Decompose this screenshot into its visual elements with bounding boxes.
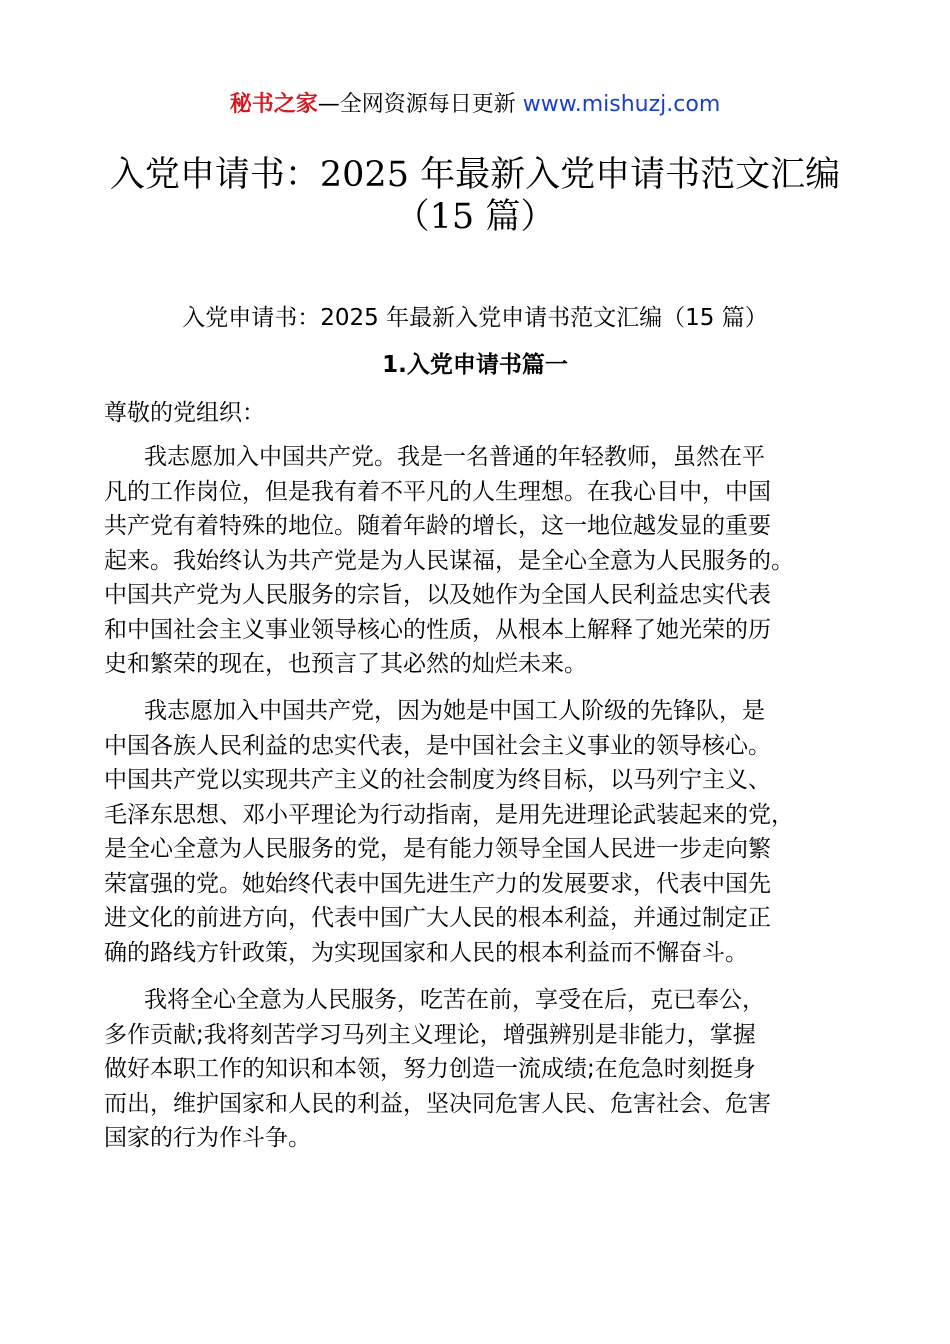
paragraph-line: 史和繁荣的现在，也预言了其必然的灿烂未来。 xyxy=(104,651,587,677)
paragraph-line: 起来。我始终认为共产党是为人民谋福，是全心全意为人民服务的。 xyxy=(104,547,794,574)
paragraph-line: 我将全心全意为人民服务，吃苦在前，享受在后，克已奉公， xyxy=(144,987,765,1013)
site-brand: 秘书之家 xyxy=(229,92,318,117)
paragraph-line: 我志愿加入中国共产党，因为她是中国工人阶级的先锋队，是 xyxy=(144,698,765,724)
paragraph-line: 荣富强的党。她始终代表中国先进生产力的发展要求，代表中国先 xyxy=(104,870,771,897)
paragraph-3 xyxy=(104,983,849,1156)
paragraph-line: 是全心全意为人民服务的党，是有能力领导全国人民进一步走向繁 xyxy=(104,836,771,862)
paragraph-line: 国家的行为作斗争。 xyxy=(104,1125,311,1151)
paragraph-line: 进文化的前进方向，代表中国广大人民的根本利益，并通过制定正 xyxy=(104,905,771,931)
paragraph-line: 做好本职工作的知识和本领，努力创造一流成绩;在危急时刻挺身 xyxy=(104,1056,756,1082)
paragraph-line: 中国共产党为人民服务的宗旨，以及她作为全国人民利益忠实代表 xyxy=(104,582,771,608)
paragraph-line: 确的路线方针政策，为实现国家和人民的根本利益而不懈奋斗。 xyxy=(104,939,748,966)
paragraph-line: 共产党有着特殊的地位。随着年龄的增长，这一地位越发显的重要 xyxy=(104,513,771,539)
document-title-line-2: （15 篇） xyxy=(394,197,556,237)
paragraph-line: 和中国社会主义事业领导核心的性质，从根本上解释了她光荣的历 xyxy=(104,616,771,643)
paragraph-line: 毛泽东思想、邓小平理论为行动指南，是用先进理论武装起来的党， xyxy=(104,801,794,828)
site-url-link[interactable]: www.mishuzj.com xyxy=(522,92,721,117)
document-title-line-1: 入党申请书：2025 年最新入党申请书范文汇编 xyxy=(109,155,841,195)
paragraph-line: 而出，维护国家和人民的利益，坚决同危害人民、危害社会、危害 xyxy=(104,1090,771,1117)
paragraph-1 xyxy=(104,440,849,682)
site-header xyxy=(0,88,950,122)
site-tagline: —全网资源每日更新 xyxy=(317,92,523,117)
paragraph-line: 多作贡献;我将刻苦学习马列主义理论，增强辨别是非能力，掌握 xyxy=(104,1021,756,1048)
paragraph-line: 我志愿加入中国共产党。我是一名普通的年轻教师，虽然在平 xyxy=(144,444,765,470)
paragraph-2 xyxy=(104,694,849,970)
document-subtitle: 入党申请书：2025 年最新入党申请书范文汇编（15 篇） xyxy=(182,305,768,331)
section-heading: 1.入党申请书篇一 xyxy=(382,352,568,378)
paragraph-line: 凡的工作岗位，但是我有着不平凡的人生理想。在我心目中，中国 xyxy=(104,478,771,505)
salutation: 尊敬的党组织： xyxy=(104,400,265,426)
paragraph-line: 中国各族人民利益的忠实代表，是中国社会主义事业的领导核心。 xyxy=(104,732,771,759)
paragraph-line: 中国共产党以实现共产主义的社会制度为终目标，以马列宁主义、 xyxy=(104,767,771,793)
